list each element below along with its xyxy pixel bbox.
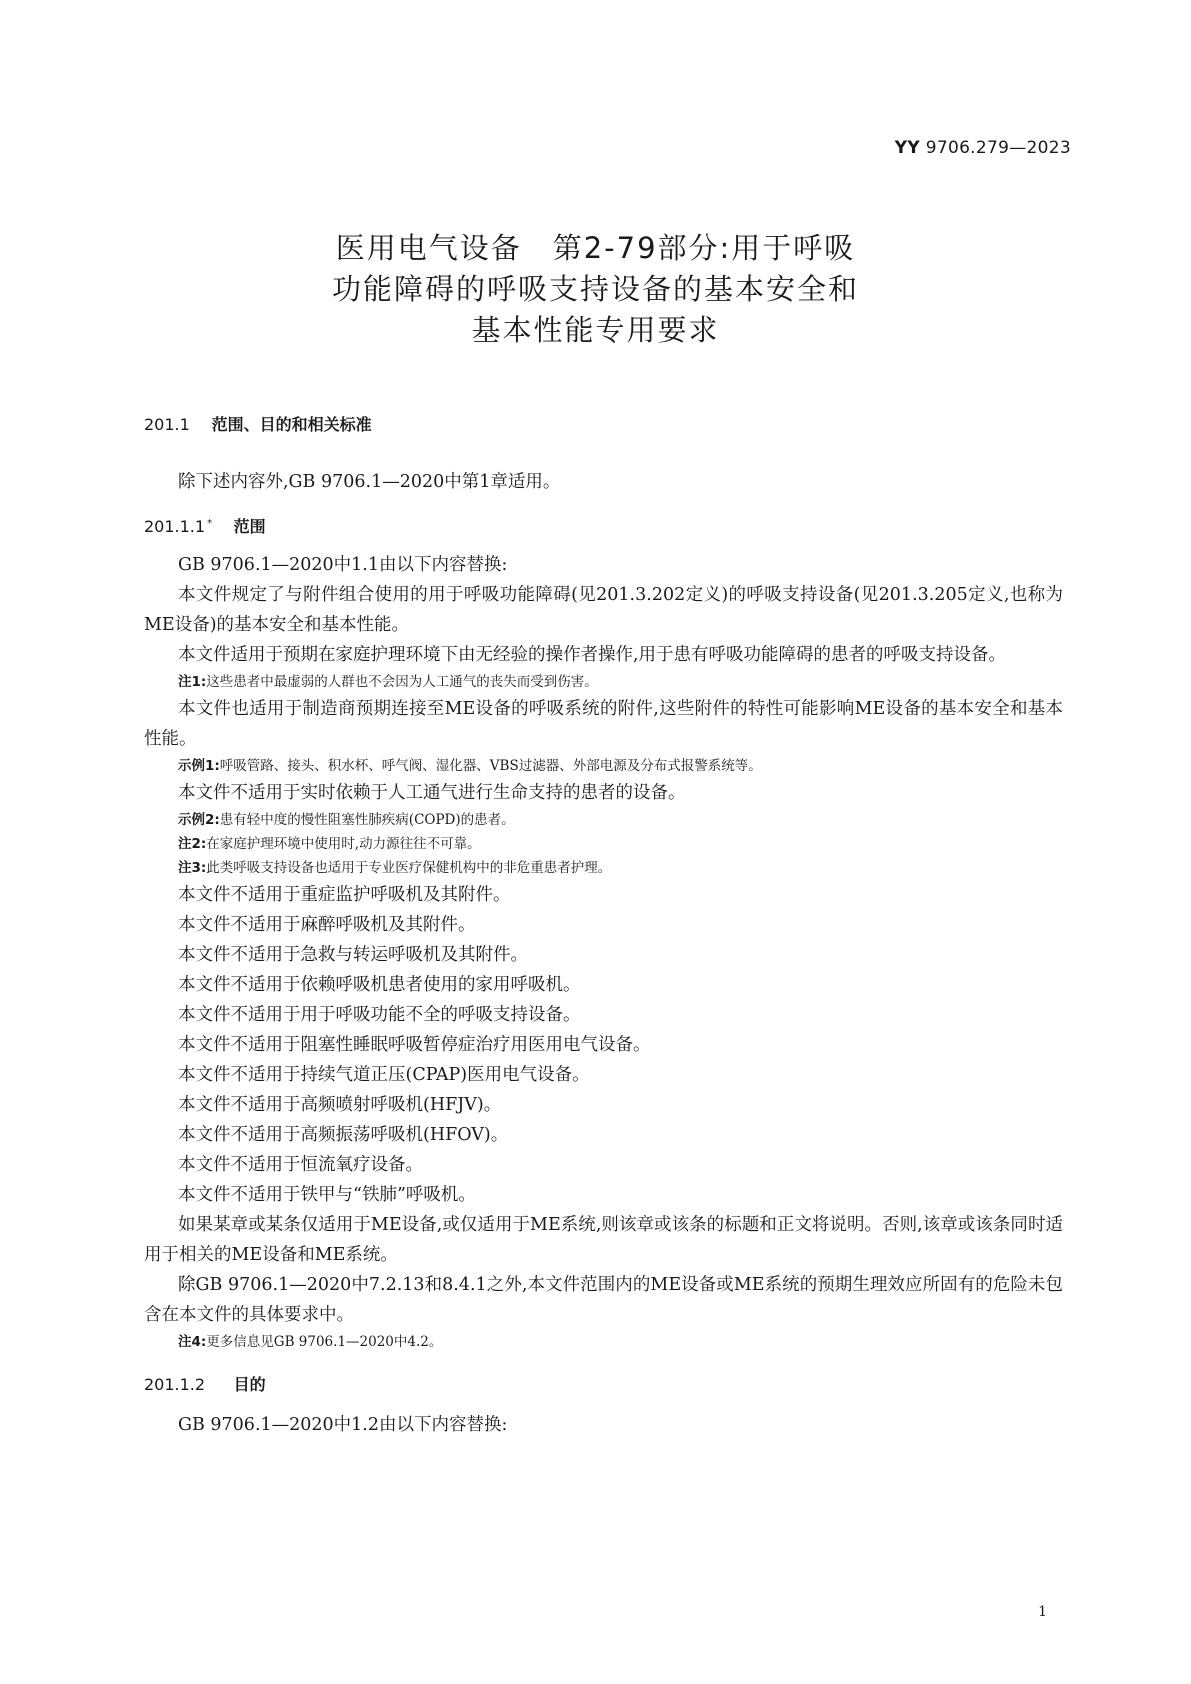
paragraph: 本文件适用于预期在家庭护理环境下由无经验的操作者操作,用于患有呼吸功能障碍的患者的呼吸支持设备。 bbox=[178, 645, 1007, 665]
page-number: 1 bbox=[1038, 1604, 1047, 1620]
example-label: 示例1: bbox=[178, 758, 220, 774]
note-text: 此类呼吸支持设备也适用于专业医疗保健机构中的非危重患者护理。 bbox=[206, 860, 612, 876]
heading-201-1-2 bbox=[144, 1372, 1063, 1398]
paragraph-general-applicability: 除下述内容外,GB 9706.1—2020中第1章适用。 bbox=[178, 472, 561, 492]
note-label: 注3: bbox=[178, 860, 207, 876]
title-line-2: 功能障碍的呼吸支持设备的基本安全和 bbox=[331, 272, 859, 306]
note-label: 注2: bbox=[178, 836, 207, 852]
paragraph: GB 9706.1—2020中1.1由以下内容替换: bbox=[178, 555, 508, 575]
example-2 bbox=[144, 808, 1063, 832]
exclusion-item: 本文件不适用于高频喷射呼吸机(HFJV)。 bbox=[178, 1095, 502, 1115]
title-line-1: 医用电气设备 第2-79部分:用于呼吸 bbox=[335, 231, 856, 265]
paragraph: GB 9706.1—2020中1.2由以下内容替换: bbox=[178, 1415, 508, 1435]
heading-201-1 bbox=[144, 412, 1063, 438]
exclusion-item: 本文件不适用于恒流氧疗设备。 bbox=[178, 1155, 423, 1175]
standard-number: 9706.279—2023 bbox=[925, 138, 1071, 158]
example-text: 患有轻中度的慢性阻塞性肺疾病(COPD)的患者。 bbox=[219, 812, 515, 828]
paragraph: 如果某章或某条仅适用于ME设备,或仅适用于ME系统,则该章或该条的标题和正文将说明。否则,该章或该条同时适用于相关的ME设备和ME系统。 bbox=[144, 1215, 1063, 1265]
exclusion-item: 本文件不适用于铁甲与“铁肺”呼吸机。 bbox=[178, 1185, 476, 1205]
example-label: 示例2: bbox=[178, 812, 220, 828]
note-3 bbox=[144, 856, 1063, 880]
note-2 bbox=[144, 832, 1063, 856]
note-1 bbox=[144, 670, 1063, 694]
heading-201-1-1 bbox=[144, 514, 1063, 540]
paragraph: 本文件不适用于实时依赖于人工通气进行生命支持的患者的设备。 bbox=[178, 783, 686, 803]
exclusion-item: 本文件不适用于重症监护呼吸机及其附件。 bbox=[178, 885, 511, 905]
document-body bbox=[144, 412, 1063, 1440]
note-label: 注4: bbox=[178, 1334, 207, 1350]
section-number: 201.1.2 bbox=[144, 1375, 206, 1394]
exclusion-item: 本文件不适用于用于呼吸功能不全的呼吸支持设备。 bbox=[178, 1005, 581, 1025]
exclusion-item: 本文件不适用于阻塞性睡眠呼吸暂停症治疗用医用电气设备。 bbox=[178, 1035, 651, 1055]
exclusion-item: 本文件不适用于高频振荡呼吸机(HFOV)。 bbox=[178, 1125, 509, 1145]
example-text: 呼吸管路、接头、积水杯、呼气阀、湿化器、VBS过滤器、外部电源及分布式报警系统等。 bbox=[219, 758, 762, 774]
example-1 bbox=[144, 754, 1063, 778]
paragraph: 除GB 9706.1—2020中7.2.13和8.4.1之外,本文件范围内的ME设备或ME系统的预期生理效应所固有的危险未包含在本文件的具体要求中。 bbox=[144, 1275, 1063, 1325]
exclusion-item: 本文件不适用于依赖呼吸机患者使用的家用呼吸机。 bbox=[178, 975, 581, 995]
exclusion-item: 本文件不适用于麻醉呼吸机及其附件。 bbox=[178, 915, 476, 935]
paragraph: 本文件也适用于制造商预期连接至ME设备的呼吸系统的附件,这些附件的特性可能影响ME设备的基本安全和基本性能。 bbox=[144, 699, 1063, 749]
title-line-3: 基本性能专用要求 bbox=[471, 313, 720, 347]
document-title bbox=[0, 228, 1191, 351]
note-text: 这些患者中最虚弱的人群也不会因为人工通气的丧失而受到伤害。 bbox=[206, 674, 598, 690]
section-title: 范围、目的和相关标准 bbox=[211, 415, 372, 434]
note-4 bbox=[144, 1330, 1063, 1354]
paragraph: 本文件规定了与附件组合使用的用于呼吸功能障碍(见201.3.202定义)的呼吸支持设备(见201.3.205定义,也称为ME设备)的基本安全和基本性能。 bbox=[144, 585, 1063, 635]
section-201-1-1-content bbox=[144, 550, 1063, 1354]
standard-prefix: YY bbox=[894, 138, 920, 158]
section-number: 201.1 bbox=[144, 415, 190, 434]
exclusion-item: 本文件不适用于持续气道正压(CPAP)医用电气设备。 bbox=[178, 1065, 590, 1085]
section-title: 范围 bbox=[233, 517, 266, 536]
note-label: 注1: bbox=[178, 674, 207, 690]
note-text: 更多信息见GB 9706.1—2020中4.2。 bbox=[206, 1334, 443, 1350]
asterisk-mark: * bbox=[207, 518, 213, 529]
section-number: 201.1.1 bbox=[144, 517, 206, 536]
standard-code bbox=[895, 138, 1071, 158]
section-title: 目的 bbox=[233, 1375, 266, 1394]
exclusion-item: 本文件不适用于急救与转运呼吸机及其附件。 bbox=[178, 945, 528, 965]
note-text: 在家庭护理环境中使用时,动力源往往不可靠。 bbox=[206, 836, 481, 852]
